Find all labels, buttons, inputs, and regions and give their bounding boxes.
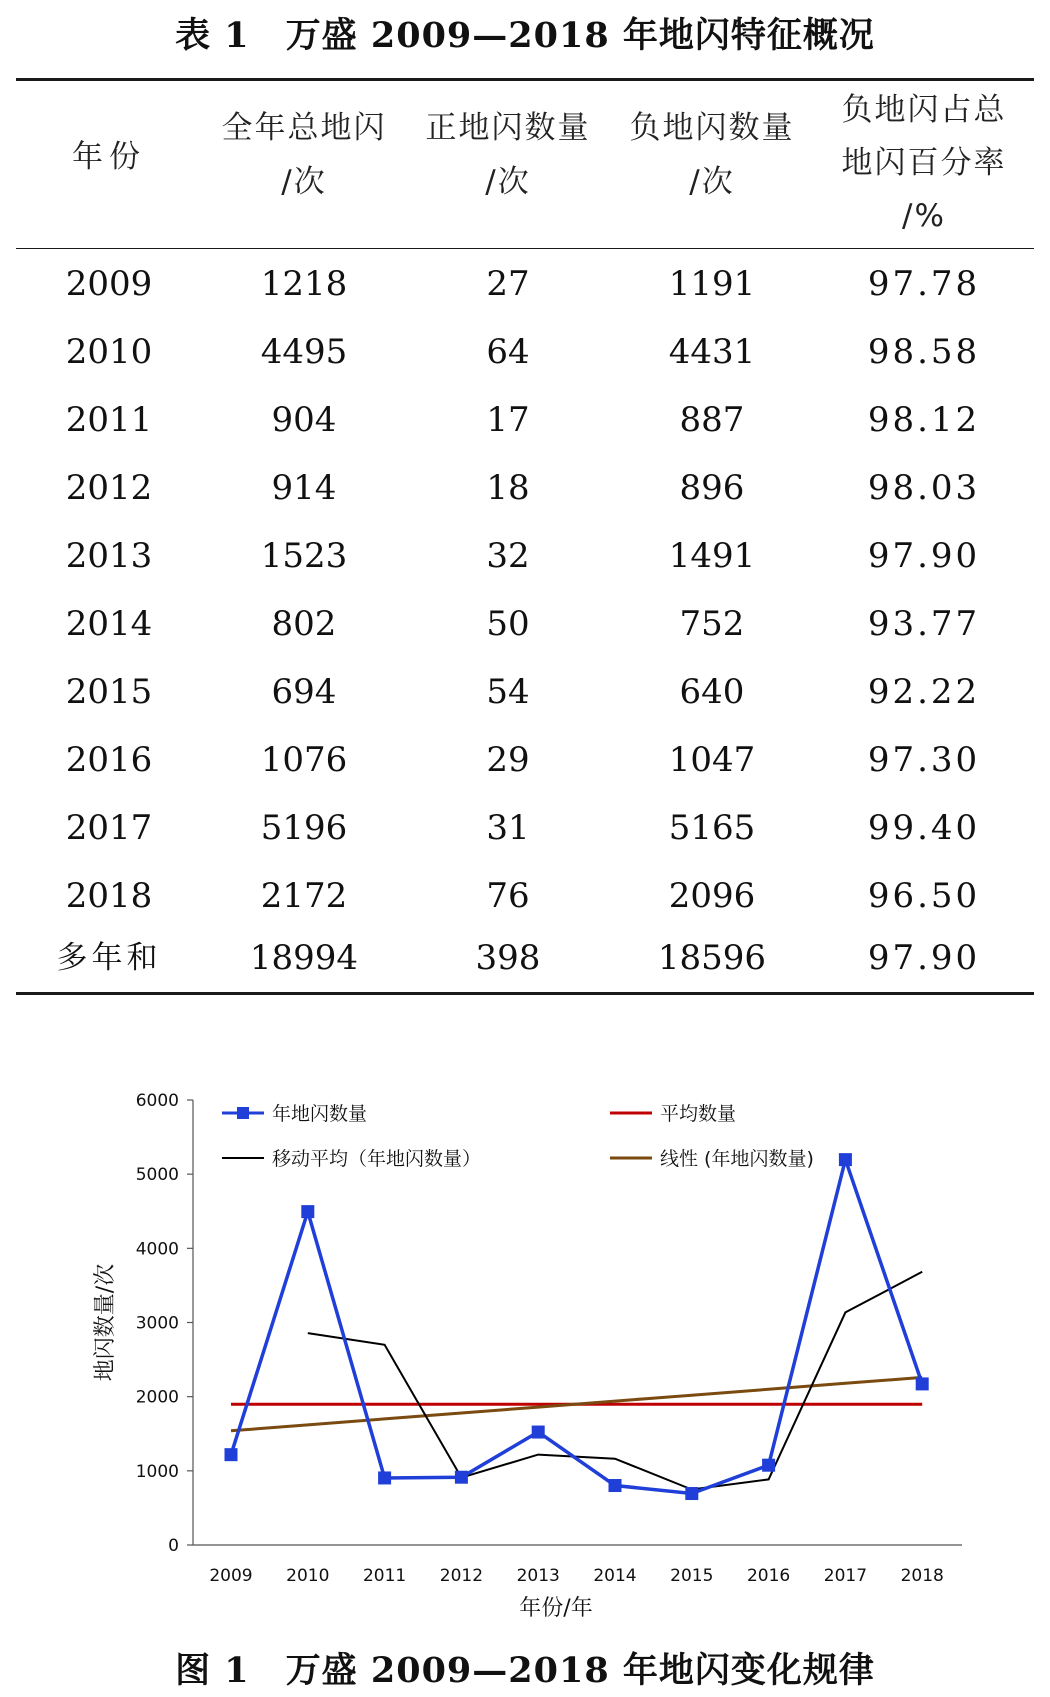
cell-positive: 64: [486, 332, 530, 372]
cell-year: 2015: [65, 672, 153, 712]
table-row: [16, 658, 1034, 726]
series-annual-count-line: [231, 1160, 922, 1494]
y-tick-label: 4000: [135, 1239, 179, 1260]
table-row: [16, 454, 1034, 522]
cell-total-sum: 18994: [249, 938, 359, 978]
cell-total-label: 多年和: [56, 940, 162, 976]
annual-count-marker: [916, 1377, 929, 1390]
y-tick-label: 6000: [135, 1091, 179, 1111]
header-pct-unit: /%: [902, 198, 946, 234]
cell-percent: 97.78: [867, 264, 981, 304]
y-axis-title: 地闪数量/次: [93, 1263, 118, 1382]
y-tick-label: 0: [168, 1536, 179, 1556]
x-tick-label: 2017: [823, 1566, 868, 1586]
x-tick-label: 2010: [286, 1566, 330, 1586]
cell-positive: 32: [486, 536, 530, 576]
annual-count-marker: [762, 1459, 775, 1472]
x-tick-label: 2012: [439, 1566, 484, 1586]
table-caption-number: 表 1: [175, 15, 250, 56]
table-total-row: [16, 924, 1034, 992]
table-bottom-rule: [16, 992, 1034, 995]
annual-count-marker: [839, 1153, 852, 1166]
cell-positive: 76: [486, 876, 530, 916]
cell-total: 694: [271, 672, 337, 712]
legend-average-label: 平均数量: [660, 1103, 737, 1125]
annual-count-marker: [225, 1448, 238, 1461]
legend-moving-average-label: 移动平均（年地闪数量）: [272, 1148, 482, 1170]
cell-year: 2011: [65, 400, 153, 440]
cell-percent: 97.90: [867, 536, 981, 576]
x-axis-title: 年份/年: [519, 1596, 593, 1621]
cell-positive: 17: [486, 400, 530, 440]
cell-negative: 5165: [668, 808, 756, 848]
cell-total: 2172: [260, 876, 348, 916]
cell-total: 1076: [260, 740, 348, 780]
cell-percent: 92.22: [867, 672, 981, 712]
cell-total: 1218: [260, 264, 348, 304]
table-header-rule: [16, 248, 1034, 249]
cell-negative: 4431: [668, 332, 756, 372]
table-row: [16, 726, 1034, 794]
cell-negative: 752: [679, 604, 745, 644]
cell-total: 914: [271, 468, 337, 508]
header-negative-label: 负地闪数量: [629, 110, 795, 146]
header-total-label: 全年总地闪: [221, 110, 387, 146]
header-pct-line1: 负地闪占总: [841, 92, 1007, 128]
x-tick-label: 2018: [900, 1566, 944, 1586]
cell-positive: 50: [486, 604, 530, 644]
table-top-rule: [16, 78, 1034, 81]
cell-percent: 96.50: [867, 876, 981, 916]
y-tick-label: 2000: [135, 1387, 179, 1408]
cell-year: 2013: [65, 536, 153, 576]
cell-total: 4495: [260, 332, 348, 372]
cell-positive: 29: [486, 740, 530, 780]
header-positive-label: 正地闪数量: [425, 110, 591, 146]
table-caption-text: 万盛 2009—2018 年地闪特征概况: [285, 15, 875, 56]
cell-negative-sum: 18596: [657, 938, 767, 978]
annual-count-marker: [532, 1426, 545, 1439]
y-tick-label: 5000: [135, 1165, 179, 1186]
chart-axes: [136, 1091, 962, 1586]
header-total-unit: /次: [281, 164, 327, 200]
cell-year: 2018: [65, 876, 153, 916]
cell-percent: 93.77: [867, 604, 981, 644]
annual-count-marker: [301, 1205, 314, 1218]
cell-negative: 896: [679, 468, 745, 508]
cell-year: 2014: [65, 604, 153, 644]
annual-count-marker: [455, 1471, 468, 1484]
legend-linear-trend-label: 线性 (年地闪数量): [660, 1148, 814, 1170]
header-negative: [610, 101, 814, 209]
header-negative-percent: [814, 84, 1034, 243]
cell-positive: 18: [486, 468, 530, 508]
table-row: [16, 318, 1034, 386]
cell-year: 2012: [65, 468, 153, 508]
chart-legend: [222, 1103, 814, 1170]
cell-negative: 1191: [668, 264, 756, 304]
cell-percent: 98.12: [867, 400, 981, 440]
table-row: [16, 862, 1034, 930]
y-tick-label: 3000: [135, 1313, 179, 1334]
cell-percent: 97.30: [867, 740, 981, 780]
cell-negative: 887: [679, 400, 745, 440]
table-row: [16, 386, 1034, 454]
header-total: [202, 101, 406, 209]
table-caption: [0, 8, 1050, 58]
x-tick-label: 2013: [516, 1566, 560, 1586]
cell-negative: 640: [679, 672, 745, 712]
cell-total: 5196: [260, 808, 348, 848]
annual-count-marker: [685, 1487, 698, 1500]
cell-positive-sum: 398: [475, 938, 541, 978]
header-pct-line2: 地闪百分率: [841, 145, 1007, 181]
cell-positive: 54: [486, 672, 530, 712]
chart-series: [225, 1153, 929, 1500]
x-tick-label: 2016: [746, 1566, 791, 1586]
cell-percent-overall: 97.90: [867, 938, 981, 978]
header-negative-unit: /次: [689, 164, 735, 200]
cell-positive: 31: [486, 808, 530, 848]
cell-negative: 2096: [668, 876, 756, 916]
cell-negative: 1047: [668, 740, 756, 780]
header-positive: [406, 101, 610, 209]
cell-positive: 27: [486, 264, 530, 304]
cell-negative: 1491: [668, 536, 756, 576]
cell-year: 2010: [65, 332, 153, 372]
cell-year: 2009: [65, 264, 153, 304]
x-tick-label: 2014: [593, 1566, 637, 1586]
lightning-trend-chart: [0, 1060, 1050, 1630]
cell-total: 802: [271, 604, 337, 644]
series-moving-average-line: [308, 1272, 922, 1490]
annual-count-marker: [609, 1479, 622, 1492]
x-tick-label: 2011: [362, 1566, 407, 1586]
x-tick-label: 2015: [670, 1566, 714, 1586]
table-row: [16, 794, 1034, 862]
cell-total: 904: [271, 400, 337, 440]
cell-year: 2017: [65, 808, 153, 848]
cell-year: 2016: [65, 740, 153, 780]
cell-percent: 99.40: [867, 808, 981, 848]
y-tick-label: 1000: [135, 1461, 179, 1482]
header-year: [16, 130, 202, 184]
figure-caption: [0, 1643, 1050, 1693]
cell-total: 1523: [260, 536, 348, 576]
cell-percent: 98.03: [867, 468, 981, 508]
figure-caption-number: 图 1: [175, 1650, 250, 1691]
header-positive-unit: /次: [485, 164, 531, 200]
cell-percent: 98.58: [867, 332, 981, 372]
legend-annual-count-label: 年地闪数量: [272, 1103, 368, 1125]
table-row: [16, 250, 1034, 318]
annual-count-marker: [378, 1471, 391, 1484]
legend-annual-count-marker: [237, 1107, 249, 1119]
table-row: [16, 590, 1034, 658]
header-year-label: 年份: [72, 139, 146, 175]
x-tick-label: 2009: [209, 1566, 253, 1586]
table-row: [16, 522, 1034, 590]
figure-caption-text: 万盛 2009—2018 年地闪变化规律: [285, 1650, 875, 1691]
